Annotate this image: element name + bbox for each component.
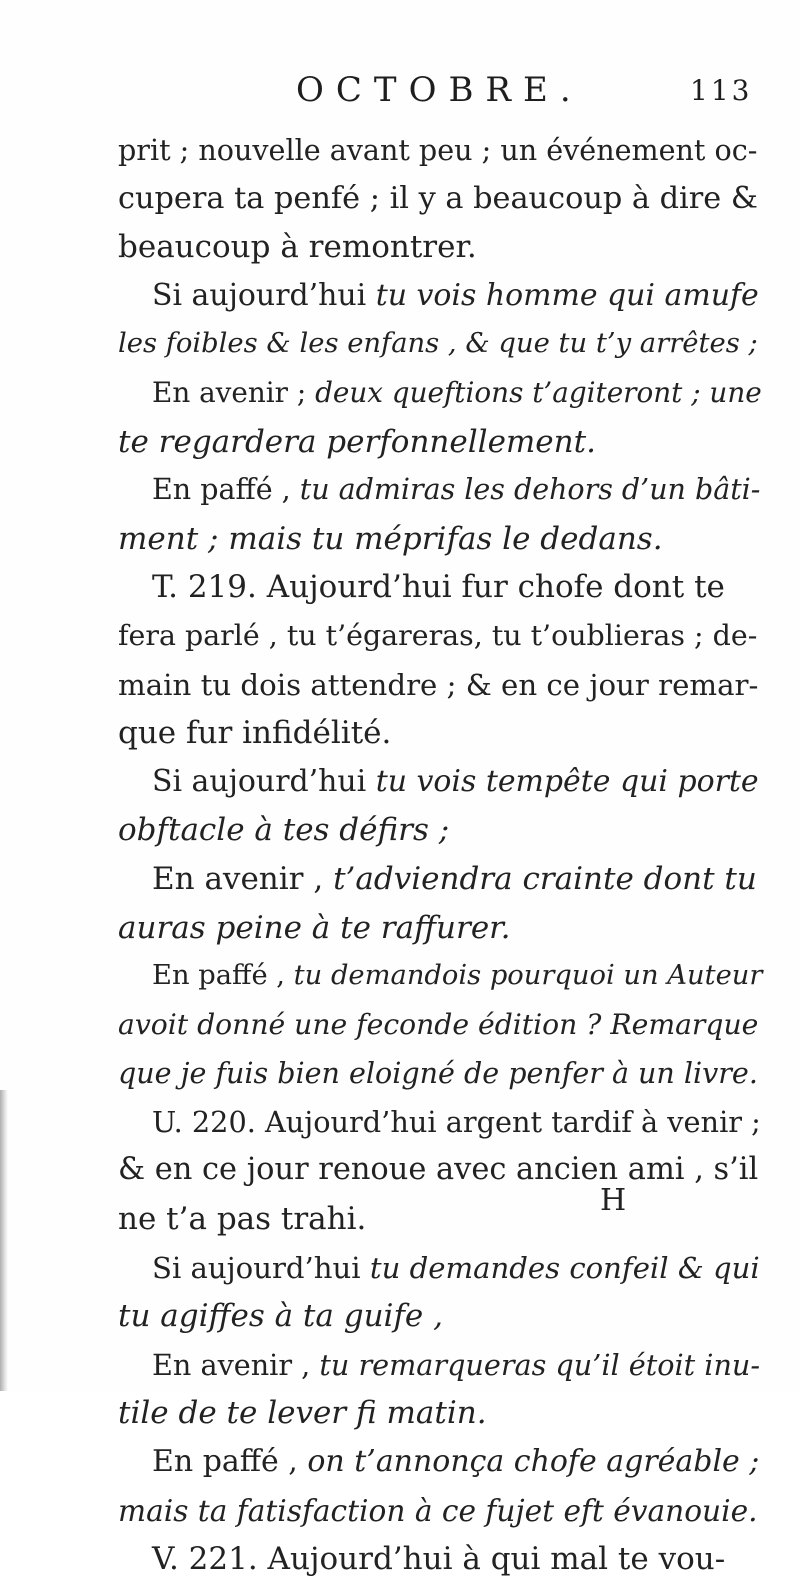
signature-mark: H	[600, 1183, 627, 1218]
text-line	[118, 612, 758, 661]
roman-text: Si aujourd’hui	[152, 1250, 370, 1285]
italic-text: deux queftions t’agiteront ; une	[315, 375, 762, 409]
text-line	[118, 661, 759, 710]
italic-text: tu admiras les dehors d’un bâti-	[299, 473, 761, 507]
italic-text: tu demandois pourquoi un Auteur	[293, 960, 763, 992]
text-line	[118, 563, 738, 612]
text-line	[118, 1341, 761, 1390]
text-line	[118, 1244, 760, 1293]
italic-text: les foibles & les enfans , & que tu t’y arrêtes ;	[118, 328, 758, 360]
text-line	[118, 904, 738, 953]
text-line	[118, 1001, 759, 1050]
italic-text: que je fuis bien eloigné de penfer à un livre.	[118, 1056, 758, 1091]
text-line	[118, 418, 738, 467]
text-line	[118, 1049, 758, 1098]
roman-text: T. 219. Aujourd’hui fur chofe dont te	[152, 569, 725, 606]
text-line	[118, 369, 762, 418]
roman-text: En avenir ,	[152, 1347, 320, 1382]
italic-text: tu vois tempête qui porte	[375, 763, 759, 799]
header-month: OCTOBRE.	[296, 70, 583, 110]
roman-text: Si aujourd’hui	[152, 763, 376, 799]
page-number: 113	[690, 74, 753, 107]
text-line	[118, 855, 757, 904]
roman-text: & en ce jour renoue avec ancien ami , s’il	[118, 1152, 759, 1188]
italic-text: on t’annonça chofe agréable ;	[307, 1444, 760, 1480]
text-line	[118, 272, 759, 321]
italic-text: auras peine à te raffurer.	[118, 909, 511, 946]
roman-text: Si aujourd’hui	[152, 277, 376, 313]
italic-text: te regardera perfonnellement.	[118, 423, 596, 460]
roman-text: En paffé ,	[152, 473, 300, 507]
italic-text: tile de te lever fi matin.	[118, 1395, 487, 1432]
roman-text: En avenir ;	[152, 375, 316, 409]
roman-text: ne t’a pas trahi.	[118, 1201, 367, 1238]
italic-text: tu agiffes à ta guife ,	[118, 1298, 443, 1335]
roman-text: V. 221. Aujourd’hui à qui mal te vou-	[152, 1541, 726, 1578]
italic-text: tu vois homme qui amufe	[375, 277, 759, 313]
italic-text: mais ta fatisfaction à ce fujet eft évanouie.	[118, 1493, 758, 1528]
text-line	[118, 709, 738, 758]
roman-text: En paffé ,	[152, 1444, 308, 1480]
text-line	[118, 175, 758, 224]
roman-text: que fur infidélité.	[118, 715, 392, 752]
italic-text: avoit donné une feconde édition ? Remarque	[118, 1007, 759, 1041]
italic-text: t’adviendra crainte dont tu	[333, 860, 757, 897]
text-line	[118, 223, 738, 272]
body-text	[118, 126, 763, 1584]
italic-text: obftacle à tes défirs ;	[118, 812, 450, 849]
text-line	[118, 1535, 738, 1584]
italic-text: ment ; mais tu méprifas le dedans.	[118, 520, 663, 557]
text-line	[118, 758, 759, 807]
roman-text: beaucoup à remontrer.	[118, 229, 477, 266]
text-line	[118, 952, 763, 1001]
roman-text: main tu dois attendre ; & en ce jour remar-	[118, 667, 759, 702]
page-edge-shadow	[0, 1090, 8, 1391]
text-line	[118, 466, 761, 515]
text-line	[118, 1195, 738, 1244]
text-line	[118, 1438, 760, 1487]
text-line	[118, 1292, 738, 1341]
italic-text: tu remarqueras qu’il étoit inu-	[319, 1347, 761, 1382]
text-line	[118, 515, 738, 564]
roman-text: prit ; nouvelle avant peu ; un événement oc-	[118, 133, 758, 167]
text-line	[118, 1146, 759, 1195]
roman-text: En avenir ,	[152, 860, 334, 897]
roman-text: cupera ta penfé ; il y a beaucoup à dire &	[118, 180, 758, 216]
text-line	[118, 126, 758, 175]
text-line	[118, 806, 738, 855]
roman-text: U. 220. Aujourd’hui argent tardif à venir ;	[152, 1104, 761, 1139]
roman-text: En paffé ,	[152, 960, 294, 992]
text-line	[118, 320, 758, 369]
text-line	[118, 1389, 738, 1438]
text-line	[118, 1098, 761, 1147]
roman-text: fera parlé , tu t’égareras, tu t’oublieras ; de-	[118, 618, 758, 652]
running-header	[0, 70, 800, 118]
text-line	[118, 1487, 758, 1536]
italic-text: tu demandes confeil & qui	[369, 1250, 760, 1285]
